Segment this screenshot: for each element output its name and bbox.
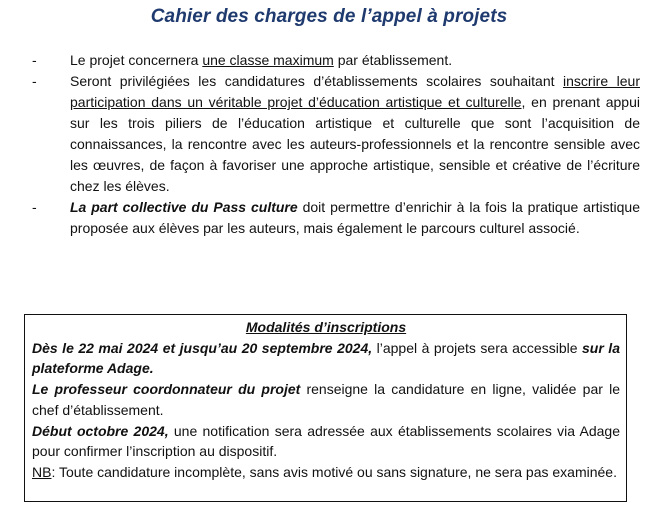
list-item [30,71,640,197]
notification-text: une notification sera adressée aux établissements scolaires via Adage pour confirmer l’inscription au dispositif. [32,422,620,460]
item-text: par établissement. [333,52,453,68]
dash-bullet: - [32,73,37,89]
list-item [30,50,640,71]
teacher-text: renseigne la candidature en ligne, validée par le chef d’établissement. [32,381,620,418]
box-paragraph-teacher [32,379,620,420]
dates-text: l’appel à projets sera accessible [372,339,583,356]
item-text: Seront privilégiées les candidatures d’établissements scolaires souhaitant [70,73,564,89]
item-underlined-text: une classe maximum [202,52,334,68]
nb-text: : Toute candidature incomplète, sans avis motivé ou sans signature, ne sera pas examinée. [51,463,617,480]
box-paragraph-notification [32,421,620,462]
platform-bold: sur la plateforme Adage. [32,339,620,377]
item-bold-text: La part collective du Pass culture [70,199,298,215]
item-text: doit permettre d’enrichir à la fois la pratique artistique proposée aux élèves par les auteurs, mais également le parcours culturel associé. [70,199,640,236]
list-item [30,197,640,239]
dash-bullet: - [32,199,37,215]
notification-bold: Début octobre 2024, [32,422,169,439]
registration-box [24,314,627,502]
requirements-list [30,50,640,239]
item-underlined-text: inscrire leur participation dans un véritable projet d’éducation artistique et culturelle [70,73,640,110]
dash-bullet: - [32,52,37,68]
page-title: Cahier des charges de l’appel à projets [150,6,508,27]
teacher-bold: Le professeur coordonnateur du projet [32,381,301,398]
dates-bold: Dès le 22 mai 2024 et jusqu’au 20 septembre 2024, [32,339,373,356]
box-paragraph-nb [32,462,620,483]
nb-label: NB [32,463,52,480]
box-heading: Modalités d’inscriptions [245,319,407,335]
item-text: , en prenant appui sur les trois piliers de l’éducation artistique et culturelle que sont l’acquisition de connaissances, la rencontre avec les auteurs-professionnels et la rencontre sensible avec les œuvres, de façon à favoriser une approche artistique, sensible et créative de l’écriture chez les élèves. [70,94,640,194]
item-text: Le projet concernera [70,52,203,68]
box-paragraph-dates [32,338,620,379]
